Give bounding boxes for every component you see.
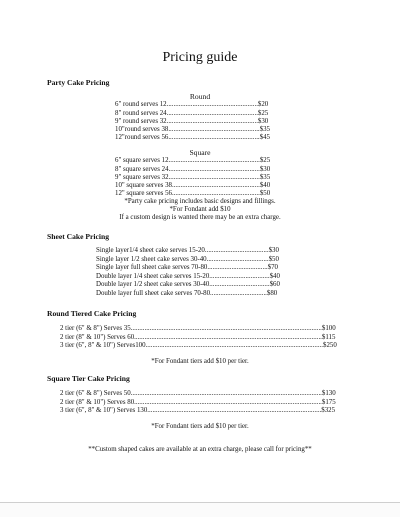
price-row: 12" square serves 56...................................................$50	[115, 190, 271, 197]
price-row: 12"round serves 56.....................................................$45	[115, 134, 270, 141]
price-row: 9" square serves 32.....................................................$35	[115, 174, 271, 181]
party-note: *Party cake pricing includes basic designs and fillings.	[124, 198, 276, 205]
price-row: 2 tier (6" & 8") Serves 50...............................................................................................................$130	[60, 390, 336, 397]
price-row: 3 tier (6", 8" & 10") Serves100.......................................................................................................$250	[60, 342, 337, 349]
price-row: Single layer1/4 sheet cake serves 15-20.....................................$30	[96, 247, 279, 254]
price-row: 8" square serves 24.....................................................$30	[115, 166, 271, 173]
round-tiered-heading: Round Tiered Cake Pricing	[47, 309, 137, 318]
price-row: Single layer full sheet cake serves 70-80...................................$70	[96, 264, 278, 271]
square-subheading: Square	[189, 148, 211, 157]
round-tiered-note: *For Fondant tiers add $10 per tier.	[151, 358, 249, 365]
price-row: Double layer 1/4 sheet cake serves 15-20...................................$40	[96, 273, 280, 280]
page-bottom-edge	[0, 502, 400, 517]
price-row: 10" square serves 38...................................................$40	[115, 182, 271, 189]
price-row: 2 tier (6" & 8") Serves 35...............................................................................................................$100	[60, 325, 336, 332]
sheet-cake-heading: Sheet Cake Pricing	[47, 232, 110, 241]
round-subheading: Round	[189, 92, 211, 101]
page-title: Pricing guide	[162, 50, 238, 65]
price-row: 3 tier (6", 8" & 10") Serves 130.....................................................................................................$325	[60, 407, 336, 414]
price-row: 8" round serves 24.....................................................$25	[115, 110, 269, 117]
price-row: Double layer full sheet cake serves 70-80.................................$80	[96, 290, 278, 297]
party-note: *For Fondant add $10	[169, 206, 231, 213]
price-row: 10"round serves 38.....................................................$35	[115, 126, 270, 133]
price-row: Single layer 1/2 sheet cake serves 30-40....................................$50	[96, 256, 279, 263]
party-note: If a custom design is wanted there may be an extra charge.	[119, 214, 281, 221]
price-row: 9" round serves 32.....................................................$30	[115, 118, 269, 125]
square-tier-note: *For Fondant tiers add $10 per tier.	[151, 423, 249, 430]
price-row: 6" square serves 12.....................................................$25	[115, 157, 271, 164]
custom-shaped-note: **Custom shaped cakes are available at an extra charge, please call for pricing**	[88, 446, 312, 453]
price-row: 6" round serves 12.....................................................$20	[115, 101, 269, 108]
price-row: Double layer 1/2 sheet cake serves 30-40...................................$60	[96, 281, 280, 288]
price-row: 2 tier (8" & 10") Serves 80.............................................................................................................$175	[60, 399, 336, 406]
price-row: 2 tier (8" & 10") Serves 60.............................................................................................................$115	[60, 334, 336, 341]
party-cake-heading: Party Cake Pricing	[47, 78, 110, 87]
square-tier-heading: Square Tier Cake Pricing	[47, 374, 130, 383]
